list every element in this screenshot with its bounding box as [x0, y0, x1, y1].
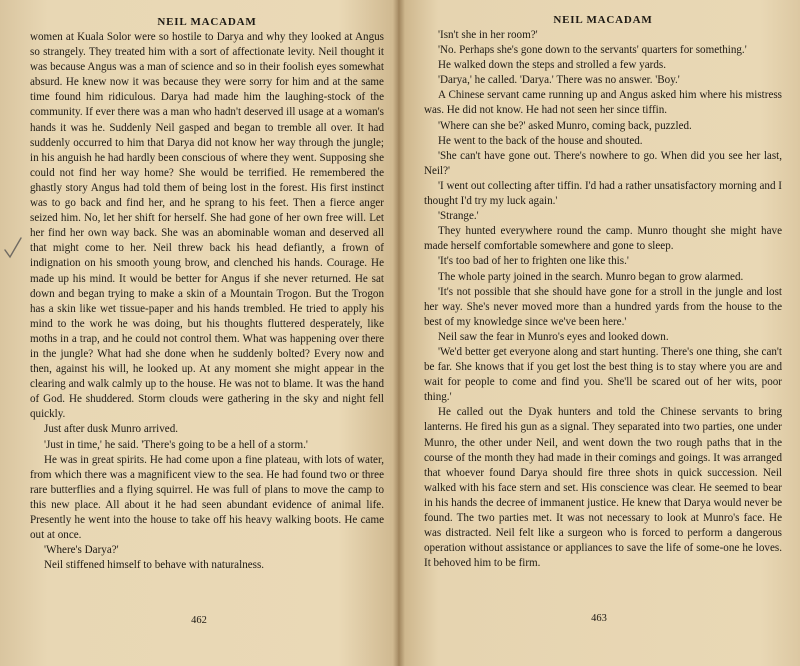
left-paragraph-5: 'Where's Darya?' [44, 544, 119, 557]
left-page-body [30, 30, 384, 573]
right-paragraph-11: They hunted everywhere round the camp. Munro thought she might have made herself comfortable somewhere and gone to sleep. [424, 225, 782, 253]
right-paragraph-10: 'Strange.' [438, 210, 479, 223]
right-paragraph-3: He walked down the steps and strolled a few yards. [438, 59, 666, 72]
right-paragraph-9: 'I went out collecting after tiffin. I'd had a rather unsatisfactory morning and I thought I'd try my luck again.' [424, 179, 782, 208]
pencil-check-mark [3, 236, 23, 260]
left-paragraph-3: 'Just in time,' he said. 'There's going to be a hell of a storm.' [44, 438, 308, 451]
left-paragraph-6: Neil stiffened himself to behave with naturalness. [44, 559, 265, 572]
right-paragraph-13: The whole party joined in the search. Munro began to grow alarmed. [438, 270, 744, 283]
right-paragraph-15: Neil saw the fear in Munro's eyes and looked down. [438, 330, 669, 343]
running-head-left: NEIL MACADAM [157, 16, 257, 28]
right-paragraph-7: He went to the back of the house and shouted. [438, 134, 643, 147]
right-page [398, 0, 800, 666]
right-paragraph-4: 'Darya,' he called. 'Darya.' There was no answer. 'Boy.' [438, 74, 680, 87]
right-paragraph-16: 'We'd better get everyone along and start hunting. There's one thing, she can't be far. She knows that if you get lost the best thing is to stay where you are and wait for people to come and find you. She'll be scared out of her wits, poor thing.' [424, 345, 782, 404]
left-paragraph-1: women at Kuala Solor were so hostile to Darya and why they looked at Angus so strangely. They treated him with a sort of affectionate levity. Neil thought it was because Angus was a man of science and so in their foolish eyes somewhat absurd. He knew now it was because they were sorry for him and at the same time found him ridiculous. Darya had made him the laughing-stock of the community. If ever there was a man who hadn't deserved ill usage at a woman's hands it was he. Suddenly Neil gasped and began to tremble all over. It had suddenly occurred to him that Darya did not know her way through the jungle; in his anguish he had hardly been conscious of where they went. Supposing she could not find her way home? She would be terrified. He remembered the ghastly story Angus had told them of being lost in the forest. His first instinct was to go back and find her, and he sprang to his feet. Then a fierce anger seized him. No, let her shift for herself. She had gone of her own free will. Let her find her own way back. She was an abominable woman and deserved all that might come to her. Neil threw back his head defiantly, a frown of indignation on his smooth young brow, and clenched his hands. Courage. He made up his mind. It would be better for Angus if she never returned. He sat down and began trying to make a skin of a Mountain Trogon. But the Trogon has a skin like wet tissue-paper and his hands trembled. He tried to apply his mind to the work he was doing, but his thoughts fluttered desperately, like moths in a trap, and he could not control them. What was happening over there in the jungle? What had she done when he suddenly bolted? Every now and then, against his will, he looked up. At any moment she might appear in the clearing and walk calmly up to the house. He was not to blame. It was the hand of God. He shuddered. Storm clouds were gathering in the sky and night fell quickly. [30, 31, 384, 421]
page-number-right: 463 [591, 613, 607, 624]
right-paragraph-1: 'Isn't she in her room?' [438, 29, 538, 41]
right-paragraph-17: He called out the Dyak hunters and told the Chinese servants to bring lanterns. He fired his gun as a signal. They separated into two parties, one under Munro, the other under Neil, and went down the two rough paths that in the course of the month they had made in their comings and goings. It was arranged that whoever found Darya should fire three shots in quick succession. Neil walked with his face stern and set. His conscience was clear. He seemed to bear in his hands the decree of immanent justice. He knew that Darya would never be found. The two parties met. It was not necessary to look at Munro's face. He was distracted. Neil felt like a surgeon who is forced to perform a dangerous operation without assistance or appliances to save the life of some-one he loves. It behoved him to be firm. [424, 406, 782, 570]
left-paragraph-4: He was in great spirits. He had come upon a fine plateau, with lots of water, from which there was a magnificent view to the sea. He had found two or three rare butterflies and a flying squirrel. He was full of plans to move the camp to this new place. All about it he had seen abundant evidence of animal life. Presently he went into the house to take off his heavy walking boots. He came out at once. [30, 453, 384, 542]
right-paragraph-8: 'She can't have gone out. There's nowhere to go. When did you see her last, Neil?' [424, 149, 782, 177]
right-paragraph-2: 'No. Perhaps she's gone down to the servants' quarters for something.' [438, 44, 747, 57]
page-number-left: 462 [191, 615, 207, 626]
right-paragraph-6: 'Where can she be?' asked Munro, coming back, puzzled. [438, 119, 692, 132]
right-paragraph-14: 'It's not possible that she should have gone for a stroll in the jungle and lost her way. She's never moved more than a hundred yards from the house to the best of my knowledge since we've been here.' [424, 285, 782, 328]
left-page [0, 0, 398, 666]
left-paragraph-2: Just after dusk Munro arrived. [44, 423, 179, 436]
right-page-body [424, 28, 782, 571]
right-paragraph-12: 'It's too bad of her to frighten one like this.' [438, 255, 629, 268]
right-paragraph-5: A Chinese servant came running up and Angus asked him where his mistress was. He did not know. He had not seen her since tiffin. [424, 89, 782, 117]
running-head-right: NEIL MACADAM [553, 14, 653, 26]
